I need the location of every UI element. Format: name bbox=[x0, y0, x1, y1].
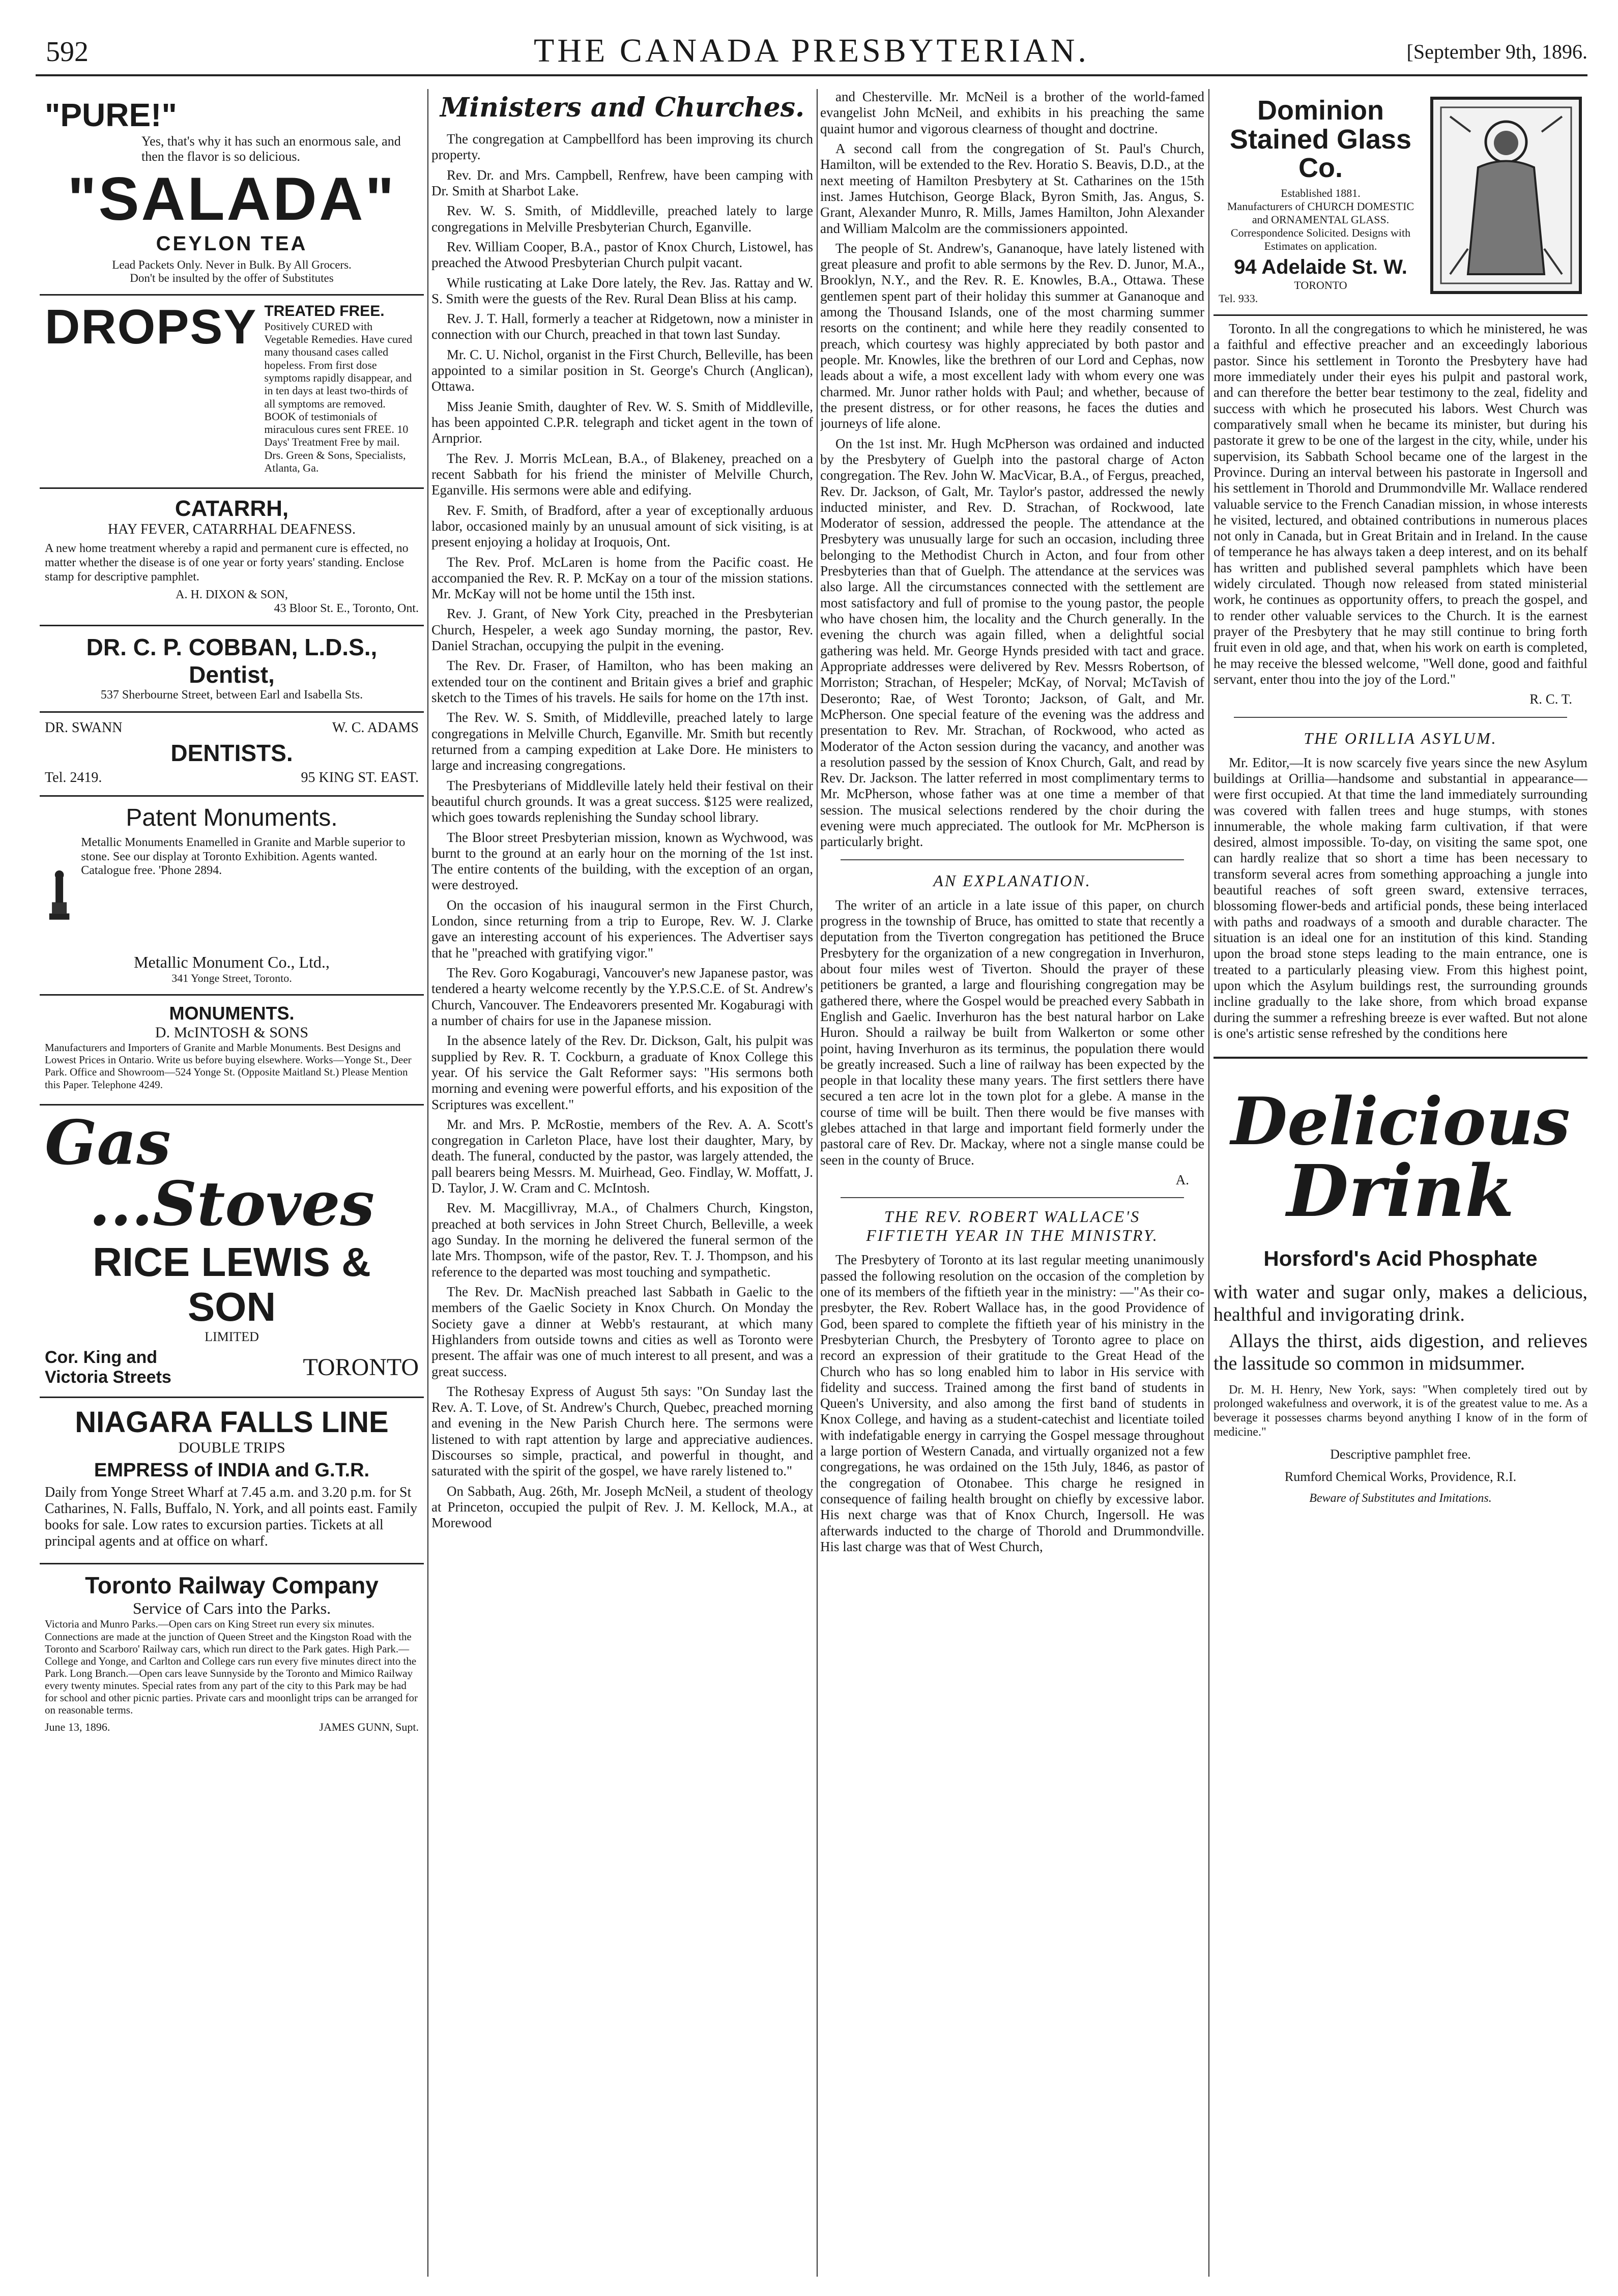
patent-firm: Metallic Monument Co., Ltd., bbox=[134, 953, 330, 972]
news-paragraph: Rev. J. T. Hall, formerly a teacher at Ridgetown, now a minister in connection with our Church, preached in that town last Sunday. bbox=[431, 311, 813, 342]
explanation-body bbox=[820, 897, 1204, 1168]
news-paragraph: Rev. F. Smith, of Bradford, after a year of exceptionally arduous labor, occasioned mainly by an unusual amount of sick visiting, is at present enjoying a holiday at Iroquois, Ont. bbox=[431, 502, 813, 550]
news-paragraph: The Rev. Dr. MacNish preached last Sabbath in Gaelic to the members of the Gaelic Society in Knox Church. On Monday the Society gave a dinner at Webb's restaurant, at which many Highlanders from outside towns and cities as well as Toronto were present. The affair was one of much interest to all present, and was a great success. bbox=[431, 1284, 813, 1379]
news-paragraph: The Rev. W. S. Smith, of Middleville, preached lately to large congregations in Melville Church, Eganville. Mr. Smith but recently returned from a camping expedition at Lake Dore. He ministers to large and increasing congregations. bbox=[431, 710, 813, 773]
dropsy-title: DROPSY bbox=[45, 299, 257, 354]
section-divider bbox=[1234, 717, 1567, 718]
glass-city: TORONTO bbox=[1294, 279, 1347, 292]
wallace-continued-body bbox=[1214, 321, 1587, 687]
column-advertisements bbox=[40, 89, 424, 2277]
explanation-paragraph: The writer of an article in a late issue of this paper, on church progress in the township of Bruce, has omitted to state that recently a deputation from the Tiverton congregation has petitioned the Bruce Presbytery for the organization of a new congregation in Inverhuron, about four miles west of Tiverton. Should the prayer of these petitioners be granted, a large and flourishing congregation may be gathered there, where the Gospel would be preached every Sabbath in English and Gaelic. Inverhuron has the best natural harbor on Lake Huron. Should a railway be built from Walkerton or some other point, having Inverhuron as its terminus, the population there would be greatly increased. Such a line of railway has been expected by the people in that locality these many years. The first settlers there have secured a ten acre lot in the town plot for a glebe. A manse in the course of time will be built. Then there would be five manses with glebes attached in that large and important field formerly under the pastoral care of Rev. Dr. Mackay, where not a single manse could be seen in the county of Bruce. bbox=[820, 897, 1204, 1168]
catarrh-ad bbox=[40, 489, 424, 626]
patent-text: Metallic Monuments Enamelled in Granite and Marble superior to stone. See our display at Toronto Exhibition. Agents wanted. Catalogue free. 'Phone 2894. bbox=[81, 836, 406, 878]
rice-lewis-address: Cor. King and Victoria Streets bbox=[45, 1347, 171, 1387]
niagara-text: Daily from Yonge Street Wharf at 7.45 a.m. and 3.20 p.m. for St Catharines, N. Falls, Buffalo, N. York, and all points east. Family books for sale. Low rates to excursion parties. Tickets at all principal agents and at office on wharf. bbox=[45, 1484, 418, 1550]
news-paragraph: The Rev. J. Morris McLean, B.A., of Blakeney, preached on a recent Sabbath for his friend the minister of Melville Church, Eganville. His sermons were able and edifying. bbox=[431, 450, 813, 498]
stained-glass-ad bbox=[1214, 89, 1587, 316]
news-paragraph: The Rev. Goro Kogaburagi, Vancouver's new Japanese pastor, was tendered a hearty welcome recently by the Y.P.S.C.E. of St. Andrew's Church, Vancouver. The Endeavorers presented Mr. Kogaburagi with a number of chairs for use in the Japanese mission. bbox=[431, 965, 813, 1028]
catarrh-title: CATARRH, bbox=[175, 496, 289, 521]
newspaper-title: THE CANADA PRESBYTERIAN. bbox=[534, 32, 1089, 69]
news-paragraph: Rev. J. Grant, of New York City, preached in the Presbyterian Church, Hespeler, a week ago Sunday morning, the pastor, Rev. Daniel Strachan, occupying the pulpit in the evening. bbox=[431, 606, 813, 654]
stained-glass-window-icon bbox=[1430, 96, 1582, 295]
railway-title: Toronto Railway Company bbox=[85, 1572, 379, 1599]
patent-title: Patent Monuments. bbox=[126, 804, 338, 832]
news-paragraph: While rusticating at Lake Dore lately, the Rev. Jas. Rattay and W. S. Smith were the guests of the Rev. Rural Dean Bliss at his camp. bbox=[431, 275, 813, 306]
news-paragraph: Rev. M. Macgillivray, M.A., of Chalmers Church, Kingston, preached at both services in John Street Church, Belleville, a week ago Sunday. In the morning he delivered the funeral sermon of the late Mrs. Thompson, wife of the pastor, Rev. T. J. Thompson, and his reference to the departed was most touching and sympathetic. bbox=[431, 1200, 813, 1280]
news-paragraph: The Presbyterians of Middleville lately held their festival on their beautiful church grounds. It was a great success. $125 were realized, which goes towards replenishing the Sunday school library. bbox=[431, 777, 813, 825]
monuments-title: MONUMENTS. bbox=[169, 1003, 295, 1024]
news-paragraph: Rev. W. S. Smith, of Middleville, preached lately to large congregations in Melville Presbyterian Church, Eganville. bbox=[431, 203, 813, 235]
railway-ad bbox=[40, 1564, 424, 1742]
dentists-title: DENTISTS. bbox=[170, 740, 293, 767]
drink-heading: Drink bbox=[1286, 1150, 1515, 1234]
ceylon-tea: CEYLON TEA bbox=[156, 232, 308, 255]
page-number: 592 bbox=[46, 36, 89, 68]
news-body bbox=[820, 89, 1204, 850]
ministers-body bbox=[431, 131, 813, 1531]
news-paragraph: A second call from the congregation of St. Paul's Church, Hamilton, will be extended to the Rev. Horatio S. Beavis, D.D., at the next meeting of Hamilton Presbytery at St. Catharines on the 15th inst. James Hutchison, George Black, Byron Smith, Jas. Angus, S. Grant, Alexander Munro, R. Mills, James Hamilton, John Alexander and William Malcolm are the commissioners appointed. bbox=[820, 140, 1204, 236]
horsford-beware: Beware of Substitutes and Imitations. bbox=[1309, 1491, 1492, 1505]
dentist-left: DR. SWANN bbox=[45, 720, 123, 736]
horsford-product: Horsford's Acid Phosphate bbox=[1263, 1246, 1538, 1271]
column-news bbox=[820, 89, 1204, 2277]
news-paragraph: Rev. Dr. and Mrs. Campbell, Renfrew, have been camping with Dr. Smith at Sharbot Lake. bbox=[431, 167, 813, 198]
column-ministers bbox=[431, 89, 813, 2277]
gas-line2: ...Stoves bbox=[89, 1168, 375, 1240]
cobban-address: 537 Sherbourne Street, between Earl and Isabella Sts. bbox=[100, 688, 363, 702]
rice-lewis-limited: LIMITED bbox=[205, 1329, 259, 1344]
niagara-ad bbox=[40, 1398, 424, 1565]
orillia-body bbox=[1214, 755, 1587, 1042]
dropsy-text: Positively CURED with Vegetable Remedies. Have cured many thousand cases called hopeless. From first dose symptoms rapidly disappear, and in ten days at least two-thirds of all symptoms are removed. BOOK of testimonials of miraculous cures sent FREE. 10 Days' Treatment Free by mail. Drs. Green & Sons, Specialists, Atlanta, Ga. bbox=[264, 319, 413, 475]
monuments-firm: D. McINTOSH & SONS bbox=[155, 1024, 309, 1041]
horsford-pamphlet: Descriptive pamphlet free. bbox=[1330, 1446, 1471, 1462]
column-rule bbox=[817, 89, 818, 2277]
glass-text: Manufacturers of CHURCH DOMESTIC and ORNAMENTAL GLASS. Correspondence Solicited. Designs with Estimates on application. bbox=[1227, 200, 1414, 253]
orillia-heading: THE ORILLIA ASYLUM. bbox=[1304, 729, 1497, 747]
column-right bbox=[1214, 89, 1587, 2277]
glass-tel: Tel. 933. bbox=[1219, 292, 1258, 305]
pure-heading: "PURE!" bbox=[45, 97, 177, 133]
wallace-heading: THE REV. ROBERT WALLACE'S FIFTIETH YEAR IN THE MINISTRY. bbox=[866, 1207, 1159, 1245]
news-paragraph: The congregation at Campbellford has been improving its church property. bbox=[431, 131, 813, 163]
news-paragraph: Mr. C. U. Nichol, organist in the First Church, Belleville, has been appointed to a similar position in St. George's Church (Anglican), Ottawa. bbox=[431, 346, 813, 394]
catarrh-sub: HAY FEVER, CATARRHAL DEAFNESS. bbox=[107, 521, 356, 538]
news-paragraph: The Rothesay Express of August 5th says: "On Sunday last the Rev. A. T. Love, of St. Andrew's Church, Quebec, preached morning and evening in the New Parish Church here. The sermons were listened to with rapt attention by large and appreciative audiences. Discourses so simple, practical, and powerful in thought, and saturated with the spirit of the gospel, we have rarely listened to." bbox=[431, 1383, 813, 1479]
ministers-heading: Ministers and Churches. bbox=[440, 92, 805, 123]
salada-text: Yes, that's why it has such an enormous sale, and then the flavor is so delicious. bbox=[141, 134, 401, 164]
catarrh-text: A new home treatment whereby a rapid and permanent cure is effected, no matter whether the disease is of one year or forty years' standing. Enclose stamp for descriptive pamphlet. bbox=[45, 542, 409, 584]
patent-address: 341 Yonge Street, Toronto. bbox=[171, 972, 292, 985]
wallace-paragraph: The Presbytery of Toronto at its last regular meeting unanimously passed the following resolution on the occasion of the completion by one of its members of the fiftieth year in the ministry: —"As their co-presbyter, the Rev. Robert Wallace has, in the good Providence of God, been spared to complete the fiftieth year of his ministry in the Presbyterian Church, the Presbytery of Toronto agree to place on record an expression of their gratitude to the Great Head of the Church who has so long enabled him to labor in His service with fidelity and success. Trained among the first band of students in Queen's University, and also among the first band of students in Knox College, and having as a student-catechist and licentiate toiled with indefatigable energy in carrying the Gospel message throughout a large portion of Western Canada, and virtually organized not a few congregations, he was ordained on the 15th July, 1846, as pastor of the congregation of Otonabee. This charge he resigned in consequence of failing health brought on chiefly by excessive labor. His next charge was that of Knox Church, Ingersoll. He was afterwards inducted to the charge of Thorold and Drummondville. His last charge was that of West Church, bbox=[820, 1252, 1204, 1554]
glass-title: Dominion Stained Glass Co. bbox=[1229, 95, 1412, 184]
dentists-address: 95 KING ST. EAST. bbox=[301, 770, 419, 786]
wallace-body bbox=[820, 1252, 1204, 1555]
page-header bbox=[36, 20, 1587, 76]
niagara-sub: DOUBLE TRIPS bbox=[178, 1439, 285, 1456]
niagara-ship: EMPRESS of INDIA and G.T.R. bbox=[94, 1459, 370, 1481]
dentist-right: W. C. ADAMS bbox=[332, 720, 419, 736]
niagara-title: NIAGARA FALLS LINE bbox=[75, 1405, 389, 1439]
news-paragraph: The Rev. Prof. McLaren is home from the Pacific coast. He accompanied the Rev. R. P. McKay on a tour of the mission stations. Mr. McKay will not be home until the 15th inst. bbox=[431, 554, 813, 602]
explanation-heading: AN EXPLANATION. bbox=[933, 871, 1091, 890]
salada-line1: Lead Packets Only. Never in Bulk. By All Grocers. bbox=[112, 258, 352, 271]
news-paragraph: Rev. William Cooper, B.A., pastor of Knox Church, Listowel, has preached the Atwood Presbyterian Church pulpit vacant. bbox=[431, 239, 813, 271]
news-paragraph: and Chesterville. Mr. McNeil is a brother of the world-famed evangelist John McNeil, and exhibits in his preaching the same quaint humor and vigorous clearness of thought and doctrine. bbox=[820, 89, 1204, 136]
news-paragraph: On the 1st inst. Mr. Hugh McPherson was ordained and inducted by the Presbytery of Guelph into the pastoral charge of Acton congregation. The Rev. John W. MacVicar, B.A., of Fergus, preached, Rev. Dr. Jackson, of Galt, Mr. Taylor's pastor, addressed the newly inducted minister, and Rev. D. Strachan, of Rockwood, late Moderator of session, addressed the people. The attendance at the Presbytery was unusually large for such an occasion, including three belonging to the Methodist Church in Acton, and four from other Presbyteries than that of Guelph. The attendance at the services was also large. All the circumstances connected with the settlement are most satisfactory and full of promise to the young pastor, the people who have chosen him, the locality and the Church generally. In the evening the church was again filled, when a delightful social gathering was held. Mr. George Hynds presided with tact and grace. Appropriate addresses were delivered by Rev. Messrs Robertson, of Morriston; Strachan, of Hespeler; McKay, of Norval; McTavish of Deseronto; Rae, of West Toronto; Jackson, of Galt, and Mr. McPherson. One special feature of the evening was the address and presentation to Rev. Mr. Strachan, of Rockwood, who acted as Moderator of the Acton session during the vacancy, and another was a resolution passed by the session of Knox Church, Galt, and read by Rev. Dr. Jackson. The latter referred in most complimentary terms to Mr. McPherson, whose father was at one time a member of that session. The musical selections rendered by the choir during the evening were much appreciated. The outlook for Mr. McPherson is particularly bright. bbox=[820, 435, 1204, 850]
section-divider bbox=[841, 859, 1184, 860]
railway-date: June 13, 1896. bbox=[45, 1720, 110, 1733]
gas-line1: Gas bbox=[45, 1107, 171, 1179]
catarrh-firm: A. H. DIXON & SON, bbox=[176, 588, 288, 602]
rice-lewis-firm: RICE LEWIS & SON bbox=[93, 1239, 371, 1329]
dropsy-ad bbox=[40, 296, 424, 489]
wallace-paragraph: Toronto. In all the congregations to which he ministered, he was a faithful and effective preacher and an exceedingly laborious pastor. Since his settlement in Toronto the Presbytery have had more immediately under their eyes his pulpit and pastoral work, and can therefore the better bear testimony to the zeal, fidelity and success with which he prosecuted his labors. West Church was comparatively small when he became its minister, but during his pastorate it grew to be one of the largest in the city, while, under his supervision, its Sabbath School became one of the largest in the Province. During an interval between his pastorate in Ingersoll and his settlement in Thorold and Drummondville Mr. Wallace rendered valuable service to the French Canadian mission, in whose interests he visited, lectured, and obtained contributions in numerous places not only in Canada, but in Great Britain and in Ireland. In the cause of temperance he has always taken a deep interest, and on its behalf has written and published several pamphlets which have been widely circulated. Though now released from stated ministerial work, he continues as opportunity offers, to preach the gospel, and to render other valuable services to the Church. It is the earnest prayer of the Presbytery that he may still continue to bring forth fruit even in old age, and that, when his work on earth is completed, he may receive the blessed welcome, "Well done, good and faithful servant, enter thou into the joy of the Lord." bbox=[1214, 321, 1587, 687]
news-paragraph: On Sabbath, Aug. 26th, Mr. Joseph McNeil, a student of theology at Princeton, occupied the pulpit of Rev. J. M. Kellock, M.A., at Morewood bbox=[431, 1483, 813, 1531]
horsford-ad bbox=[1214, 1057, 1587, 1505]
glass-address: 94 Adelaide St. W. bbox=[1234, 256, 1407, 279]
salada-brand: "SALADA" bbox=[67, 164, 396, 233]
horsford-text2: Allays the thirst, aids digestion, and relieves the lassitude so common in midsummer. bbox=[1214, 1330, 1587, 1375]
column-rule bbox=[1208, 89, 1209, 2277]
news-paragraph: The Bloor street Presbyterian mission, known as Wychwood, was burnt to the ground at an early hour on the morning of the 1st inst. The entire contents of the building, with the exception of an organ, were destroyed. bbox=[431, 829, 813, 893]
monument-icon bbox=[45, 836, 74, 953]
dropsy-treated: TREATED FREE. bbox=[264, 302, 385, 319]
monuments-text: Manufacturers and Importers of Granite and Marble Monuments. Best Designs and Lowest Prices in Ontario. Write us before buying elsewhere. Works—Yonge St., Deer Park. Office and Showroom—524 Yonge St. (Opposite Maitland St.) Please Mention this Paper. Telephone 4249. bbox=[45, 1041, 412, 1091]
news-paragraph: Miss Jeanie Smith, daughter of Rev. W. S. Smith of Middleville, has been appointed C.P.R. telegraph and ticket agent in the town of Arnprior. bbox=[431, 398, 813, 446]
issue-date: [September 9th, 1896. bbox=[1406, 40, 1587, 63]
column-rule bbox=[427, 89, 428, 2277]
explanation-signature: A. bbox=[1175, 1172, 1189, 1187]
mcintosh-ad bbox=[40, 996, 424, 1106]
salada-ad bbox=[40, 89, 424, 296]
news-paragraph: The Rev. Dr. Fraser, of Hamilton, who has been making an extended tour on the continent and Britain gives a brief and graphic sketch to the Times of his travels. He sails for home on the 17th inst. bbox=[431, 658, 813, 705]
section-divider bbox=[841, 1197, 1184, 1198]
orillia-paragraph: Mr. Editor,—It is now scarcely five years since the new Asylum buildings at Orillia—handsome and substantial in appearance—were first occupied. At that time the land immediately surrounding was covered with fallen trees and huge stumps, with stones innumerable, the whole making farm cultivation, if that were desired, almost impossible. To-day, on visiting the same spot, one can hardly realize that so short a time has been necessary to transform several acres from something approaching a jungle into beautiful reaches of soft green sward, extensive terraces, blossoming flower-beds and artificial ponds, these being interlaced with paths and roadways of a smooth and durable character. The situation is an ideal one for an institution of this kind. Standing upon the broad stone steps leading to the main entrance, one is treated to a particularly pleasing view. From this highest point, upon which the Asylum buildings rest, the surrounding grounds incline gradually to the lake shore, from which broad expanse during the summer a refreshing breeze is ever wafted. But not alone is one's artistic sense refreshed by the conditions here bbox=[1214, 754, 1587, 1041]
glass-established: Established 1881. bbox=[1281, 187, 1361, 200]
horsford-works: Rumford Chemical Works, Providence, R.I. bbox=[1284, 1469, 1517, 1484]
railway-sub: Service of Cars into the Parks. bbox=[132, 1599, 331, 1618]
horsford-quote: Dr. M. H. Henry, New York, says: "When completely tired out by prolonged wakefulness and overwork, it is of the greatest value to me. As a beverage it possesses charms beyond anything I know of in the form of medicine." bbox=[1214, 1383, 1587, 1439]
news-paragraph: Mr. and Mrs. P. McRostie, members of the Rev. A. A. Scott's congregation in Carleton Place, have lost their daughter, Mary, by death. The funeral, conducted by the pastor, was largely attended, the pall bearers being Messrs. M. Muirhead, Geo. Findlay, W. Moffatt, J. D. Taylor, J. W. Cram and C. McIntosh. bbox=[431, 1116, 813, 1196]
catarrh-address: 43 Bloor St. E., Toronto, Ont. bbox=[274, 602, 419, 616]
horsford-text1: with water and sugar only, makes a delicious, healthful and invigorating drink. bbox=[1214, 1282, 1587, 1326]
cobban-title: DR. C. P. COBBAN, L.D.S., Dentist, bbox=[86, 634, 378, 688]
salada-line2: Don't be insulted by the offer of Substitutes bbox=[130, 271, 334, 284]
news-paragraph: On the occasion of his inaugural sermon in the First Church, London, since returning from a trip to Europe, Rev. W. J. Clarke gave an interesting account of his experiences. The Advertiser says that he "preached with gratifying vigor." bbox=[431, 897, 813, 961]
patent-monuments-ad bbox=[40, 797, 424, 996]
railway-sign: JAMES GUNN, Supt. bbox=[319, 1720, 419, 1733]
wallace-signature: R. C. T. bbox=[1529, 691, 1572, 707]
news-paragraph: In the absence lately of the Rev. Dr. Dickson, Galt, his pulpit was supplied by Rev. R. T. Cockburn, a graduate of Knox College this year. Of his service the Galt Reformer says: "His sermons both morning and evening were powerful efforts, and his exposition of the Scriptures was excellent." bbox=[431, 1033, 813, 1112]
gas-stoves-ad bbox=[40, 1106, 424, 1398]
dentists-ad bbox=[40, 713, 424, 797]
news-paragraph: The people of St. Andrew's, Gananoque, have lately listened with great pleasure and profit to able sermons by the Rev. D. Junor, M.A., Brooklyn, N.Y., and the Rev. R. E. Knowles, B.A., Ottawa. These gentlemen spent part of their holiday this summer at Gananoque and among the Thousand Islands, one of the most charming summer resorts on the continent; and while here they readily consented to preach, which courtesy was highly appreciated by both pastor and people. Mr. Knowles, like the brethren of our Lord and Cephas, now leads about a wife, a most excellent lady with whom every one was charmed. Mr. Junor rather holds with Paul; and whether, because of the present distress, or for other reasons, he faces the duties and journeys of life alone. bbox=[820, 240, 1204, 431]
rice-lewis-city: TORONTO bbox=[303, 1354, 419, 1381]
delicious-heading: Delicious bbox=[1231, 1084, 1570, 1160]
cobban-ad bbox=[40, 626, 424, 713]
dentists-tel: Tel. 2419. bbox=[45, 770, 102, 786]
railway-text: Victoria and Munro Parks.—Open cars on King Street run every six minutes. Connections are made at the junction of Queen Street and the Kingston Road with the Toronto and Scarboro' Railway cars, which run direct to the Park gates. High Park.—College and Yonge, and Carlton and College cars run every five minutes direct into the Park. Long Branch.—Open cars leave Sunnyside by the Toronto and Mimico Railway every twenty minutes. Special rates from any part of the city to this Park may be had for school and other picnic parties. Private cars and moonlight trips can be arranged for on reasonable terms. bbox=[45, 1618, 418, 1717]
